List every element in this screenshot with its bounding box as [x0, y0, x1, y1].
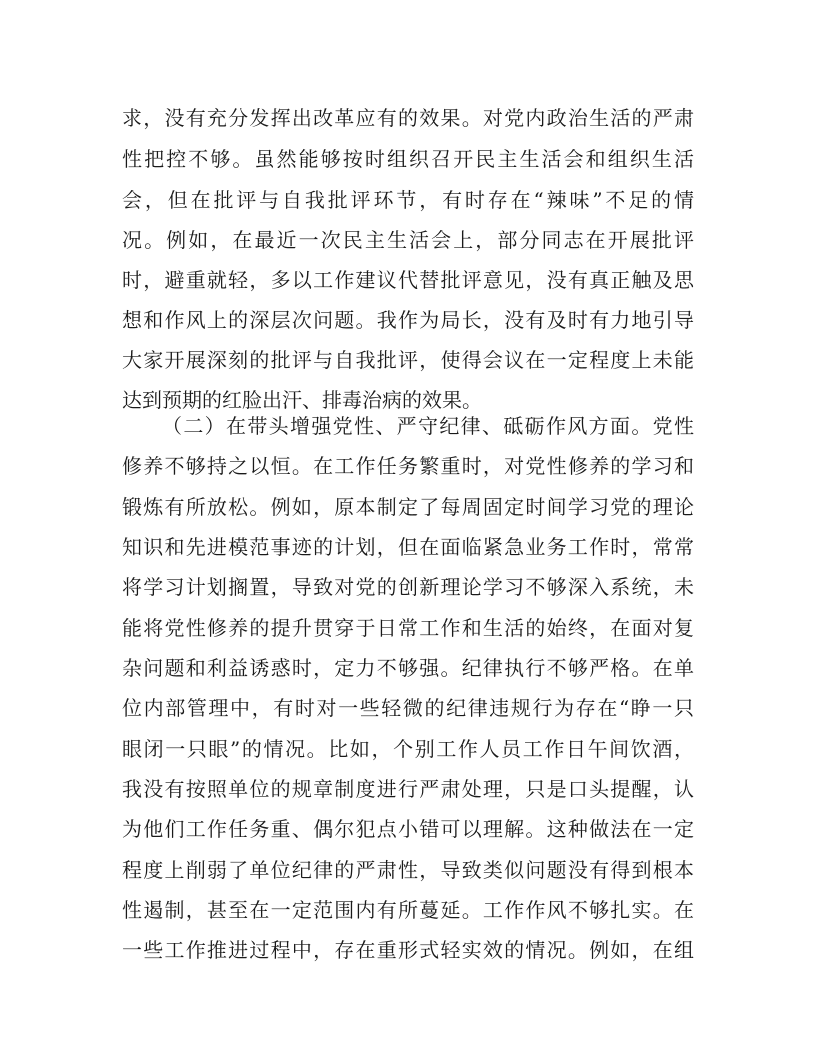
- text-line: 修养不够持之以恒。在工作任务繁重时，对党性修养的学习和: [122, 454, 694, 478]
- text-line: 性把控不够。虽然能够按时组织召开民主生活会和组织生活: [122, 147, 694, 171]
- text-line: 我没有按照单位的规章制度进行严肃处理，只是口头提醒，认: [122, 777, 694, 801]
- text-line: 知识和先进模范事迹的计划，但在面临紧急业务工作时，常常: [122, 535, 694, 559]
- text-line: 一些工作推进过程中，存在重形式轻实效的情况。例如，在组: [122, 938, 694, 962]
- text-line: 能将党性修养的提升贯穿于日常工作和生活的始终，在面对复: [122, 616, 694, 640]
- text-line: 位内部管理中，有时对一些轻微的纪律违规行为存在“睁一只: [122, 696, 694, 720]
- text-line: 求，没有充分发挥出改革应有的效果。对党内政治生活的严肃: [122, 106, 694, 130]
- text-line: 锻炼有所放松。例如，原本制定了每周固定时间学习党的理论: [122, 495, 694, 519]
- text-line: 况。例如，在最近一次民主生活会上，部分同志在开展批评: [122, 228, 694, 252]
- text-line: 将学习计划搁置，导致对党的创新理论学习不够深入系统，未: [122, 575, 694, 599]
- text-line: 性遏制，甚至在一定范围内有所蔓延。工作作风不够扎实。在: [122, 898, 694, 922]
- text-line: 大家开展深刻的批评与自我批评，使得会议在一定程度上未能: [122, 348, 694, 372]
- text-line: 杂问题和利益诱惑时，定力不够强。纪律执行不够严格。在单: [122, 656, 694, 680]
- text-line: 程度上削弱了单位纪律的严肃性，导致类似问题没有得到根本: [122, 858, 694, 882]
- text-line: 想和作风上的深层次问题。我作为局长，没有及时有力地引导: [122, 308, 694, 332]
- text-line: 会，但在批评与自我批评环节，有时存在“辣味”不足的情: [122, 188, 694, 212]
- text-line: 为他们工作任务重、偶尔犯点小错可以理解。这种做法在一定: [122, 817, 694, 841]
- text-line: 达到预期的红脸出汗、排毒治病的效果。: [122, 388, 482, 412]
- text-line: （二）在带头增强党性、严守纪律、砥砺作风方面。党性: [162, 414, 694, 438]
- text-line: 时，避重就轻，多以工作建议代替批评意见，没有真正触及思: [122, 268, 694, 292]
- text-line: 眼闭一只眼”的情况。比如，个别工作人员工作日午间饮酒，: [122, 737, 694, 761]
